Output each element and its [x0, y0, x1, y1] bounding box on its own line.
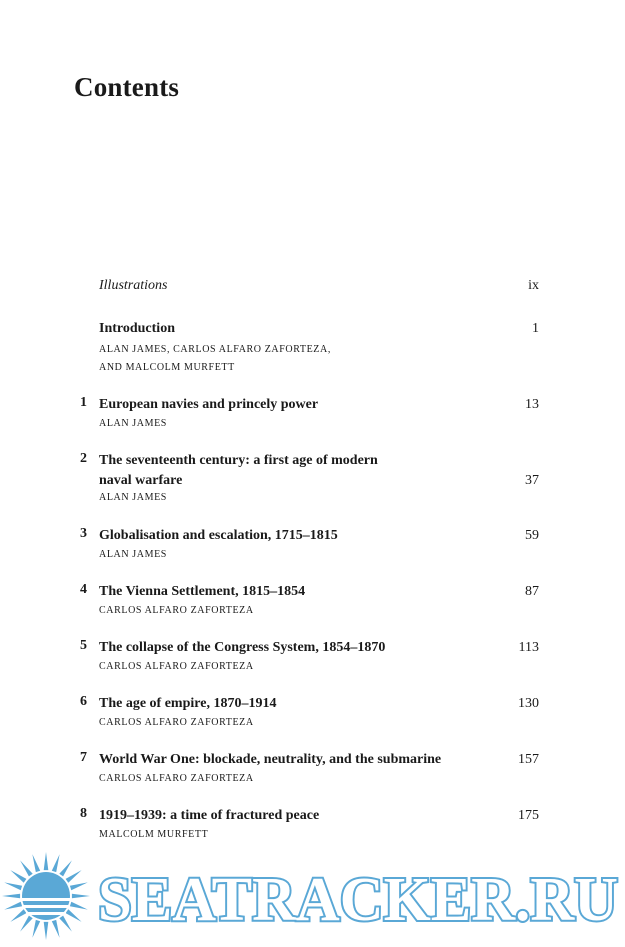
entry-title: The seventeenth century: a first age of modern: [99, 453, 378, 468]
watermark-text: SEATRACKER.RU: [98, 866, 618, 934]
sun-ray: [32, 920, 40, 938]
sun-ray: [59, 916, 72, 932]
sun-ray: [20, 860, 33, 876]
watermark-graphic: [0, 850, 625, 942]
sun-ray: [44, 922, 49, 940]
entry-author: ALAN JAMES: [99, 492, 167, 503]
sun-ray: [70, 882, 88, 890]
chapter-number: 1: [80, 395, 87, 410]
entry-page-number: 157: [518, 752, 539, 767]
entry-page-number: ix: [528, 278, 539, 293]
entry-author: CARLOS ALFARO ZAFORTEZA: [99, 605, 254, 616]
entry-title: The age of empire, 1870–1914: [99, 696, 277, 711]
chapter-number: 7: [80, 750, 87, 765]
entry-page-number: 175: [518, 808, 539, 823]
chapter-number: 5: [80, 638, 87, 653]
entry-author: CARLOS ALFARO ZAFORTEZA: [99, 717, 254, 728]
sun-ray: [2, 894, 20, 899]
entry-page-number: 13: [525, 397, 539, 412]
entry-title: World War One: blockade, neutrality, and the submarine: [99, 752, 442, 767]
sun-ray: [66, 909, 82, 922]
chapter-number: 6: [80, 694, 87, 709]
chapter-number: 2: [80, 451, 87, 466]
page-title: Contents: [74, 72, 180, 102]
watermark: [0, 850, 625, 942]
sun-ray: [4, 882, 22, 890]
sun-ray: [44, 852, 49, 870]
sun-ray: [4, 902, 22, 910]
entry-page-number: 37: [525, 473, 539, 488]
entry-author: AND MALCOLM MURFETT: [99, 362, 235, 373]
entry-page-number: 113: [518, 640, 539, 655]
sun-ray: [52, 854, 60, 872]
entry-author: CARLOS ALFARO ZAFORTEZA: [99, 661, 254, 672]
entry-title: European navies and princely power: [99, 397, 319, 412]
entry-title: Introduction: [99, 321, 175, 336]
sun-ray: [10, 870, 26, 883]
sun-ray: [32, 854, 40, 872]
entry-page-number: 87: [525, 584, 539, 599]
entry-title: Globalisation and escalation, 1715–1815: [99, 528, 338, 543]
chapter-number: 3: [80, 526, 87, 541]
entry-author: ALAN JAMES: [99, 549, 167, 560]
entry-page-number: 130: [518, 696, 539, 711]
chapter-number: 8: [80, 806, 87, 821]
sun-ray: [52, 920, 60, 938]
entry-author: CARLOS ALFARO ZAFORTEZA: [99, 773, 254, 784]
sun-ray: [66, 870, 82, 883]
sun-ray: [59, 860, 72, 876]
sun-ray: [72, 894, 90, 899]
sun-ray: [10, 909, 26, 922]
sun-ray: [20, 916, 33, 932]
entry-page-number: 59: [525, 528, 539, 543]
entry-title: 1919–1939: a time of fractured peace: [99, 808, 320, 823]
entry-title-continued: naval warfare: [99, 473, 183, 488]
entry-author: ALAN JAMES: [99, 418, 167, 429]
entry-author: MALCOLM MURFETT: [99, 829, 209, 840]
entry-title: The collapse of the Congress System, 1854–1870: [99, 640, 386, 655]
sun-icon: [2, 852, 90, 940]
entry-author: ALAN JAMES, CARLOS ALFARO ZAFORTEZA,: [99, 344, 331, 355]
entry-title: The Vienna Settlement, 1815–1854: [99, 584, 306, 599]
entry-title: Illustrations: [99, 278, 168, 293]
chapter-number: 4: [80, 582, 87, 597]
sun-ray: [70, 902, 88, 910]
entry-page-number: 1: [532, 321, 539, 336]
